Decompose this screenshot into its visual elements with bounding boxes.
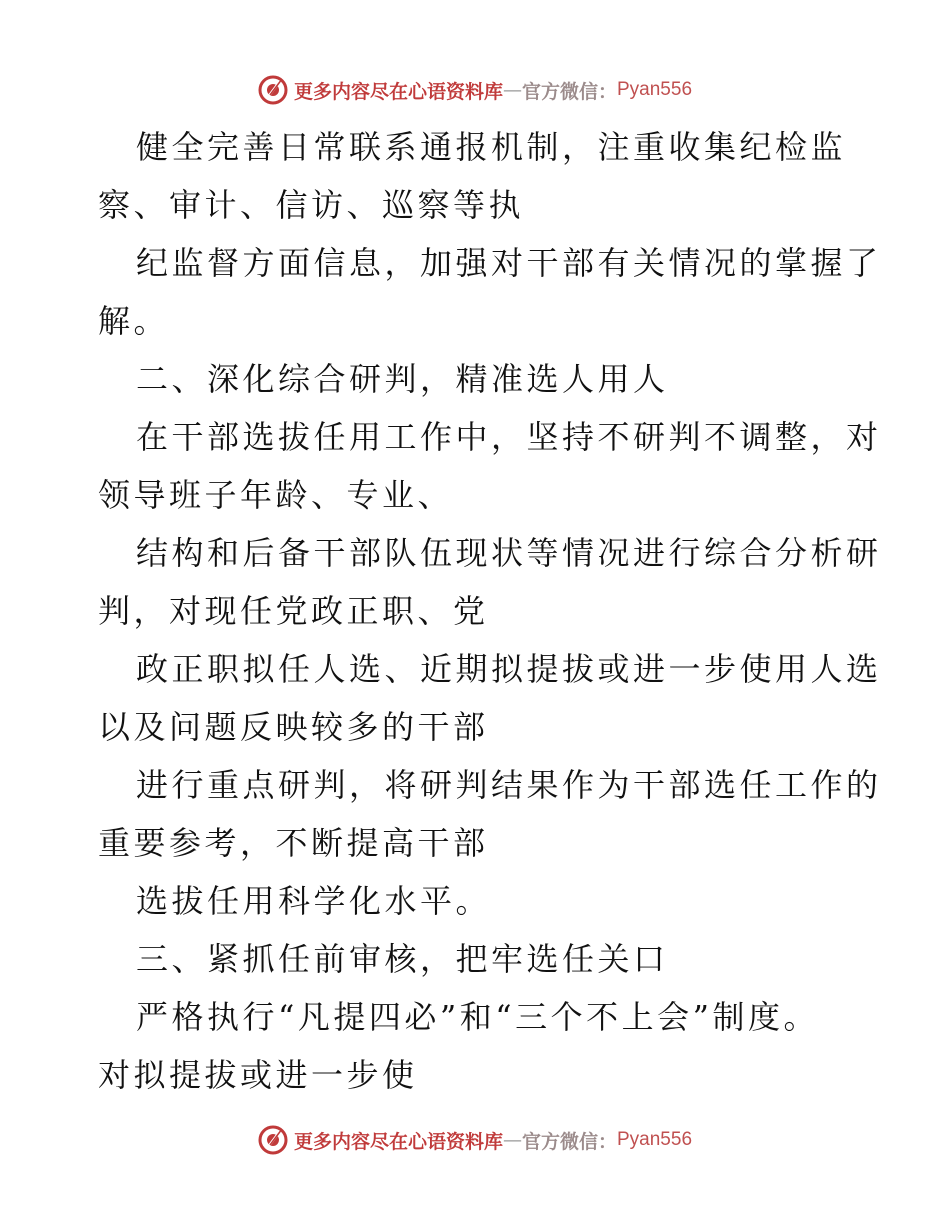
body-line: 解。	[98, 302, 170, 340]
body-line: 判，对现任党政正职、党	[98, 592, 489, 630]
body-line: 在干部选拔任用工作中，坚持不研判不调整，对	[136, 418, 882, 456]
footer-official-label: 官方微信：	[521, 1130, 617, 1153]
quill-logo-icon	[258, 1125, 288, 1155]
body-line: 重要参考，不断提高干部	[98, 824, 489, 862]
body-line: 领导班子年龄、专业、	[98, 476, 454, 514]
footer-dash: —	[502, 1129, 522, 1151]
body-line: 纪监督方面信息，加强对干部有关情况的掌握了	[136, 244, 882, 282]
header-promo-text: 更多内容尽在心语资料库	[293, 80, 503, 103]
footer-promo-text: 更多内容尽在心语资料库	[293, 1130, 503, 1153]
header-watermark-banner	[0, 70, 950, 110]
body-line: 选拔任用科学化水平。	[136, 882, 492, 920]
body-line: 结构和后备干部队伍现状等情况进行综合分析研	[136, 534, 882, 572]
body-line: 健全完善日常联系通报机制，注重收集纪检监	[136, 128, 847, 166]
body-line: 对拟提拔或进一步使	[98, 1056, 418, 1094]
document-body	[98, 118, 882, 1104]
body-line: 察、审计、信访、巡察等执	[98, 186, 525, 224]
header-wechat-id: Pyan556	[617, 79, 693, 100]
quill-logo-icon	[258, 75, 288, 105]
body-line: 政正职拟任人选、近期拟提拔或进一步使用人选	[136, 650, 882, 688]
body-line: 进行重点研判，将研判结果作为干部选任工作的	[136, 766, 882, 804]
footer-watermark-banner	[0, 1120, 950, 1160]
body-line: 以及问题反映较多的干部	[98, 708, 489, 746]
body-line: 严格执行“凡提四必”和“三个不上会”制度。	[136, 998, 819, 1036]
footer-wechat-id: Pyan556	[617, 1129, 693, 1150]
section-heading: 二、深化综合研判，精准选人用人	[136, 360, 669, 398]
header-official-label: 官方微信：	[521, 80, 617, 103]
header-dash: —	[502, 79, 522, 101]
section-heading: 三、紧抓任前审核，把牢选任关口	[136, 940, 669, 978]
